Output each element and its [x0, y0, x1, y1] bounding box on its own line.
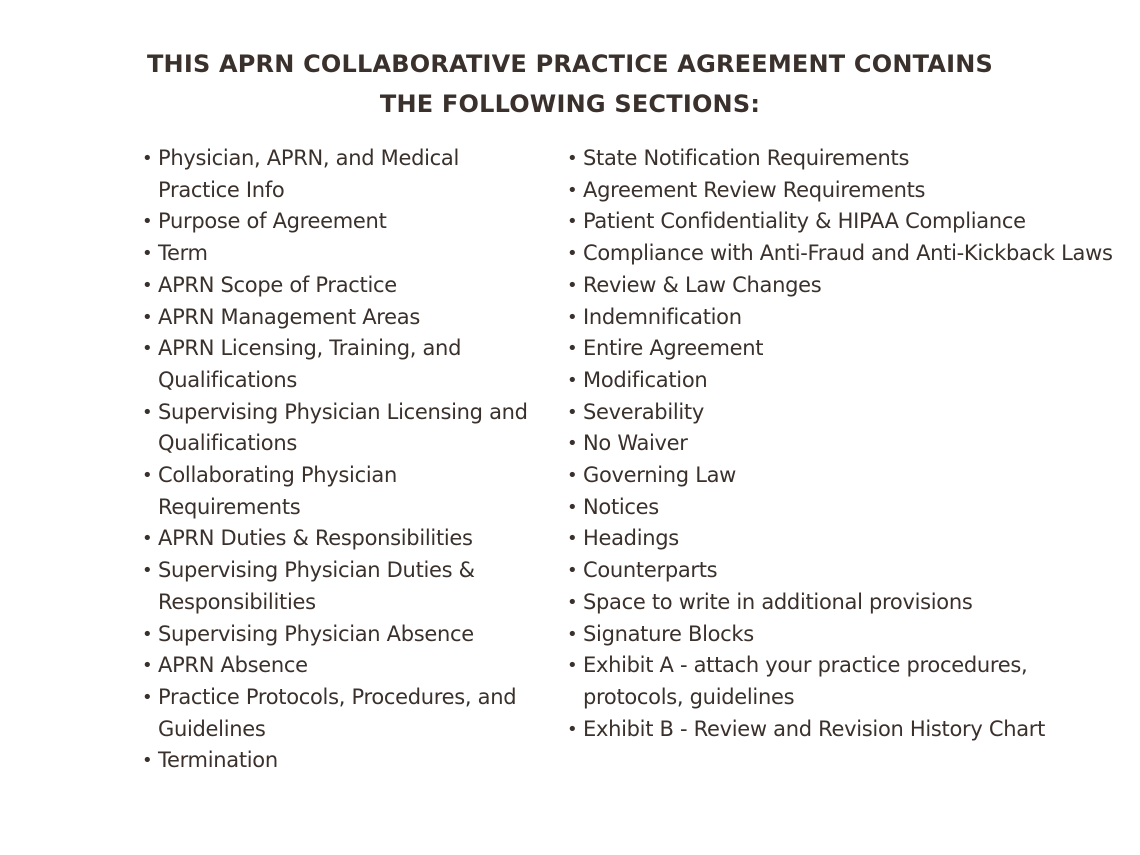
list-item: • Space to write in additional provisions — [565, 587, 1125, 619]
list-item: • Signature Blocks — [565, 619, 1125, 651]
list-item: • APRN Licensing, Training, and Qualifications — [140, 333, 540, 396]
list-item: • Exhibit B - Review and Revision History Chart — [565, 714, 1125, 746]
sections-list-right — [565, 143, 1125, 745]
list-item: • Severability — [565, 397, 1125, 429]
list-item: • Agreement Review Requirements — [565, 175, 1125, 207]
list-item: • Collaborating Physician Requirements — [140, 460, 540, 523]
list-item: • Physician, APRN, and Medical Practice Info — [140, 143, 540, 206]
list-item: • APRN Scope of Practice — [140, 270, 540, 302]
sections-list-left — [140, 143, 540, 777]
list-item: • APRN Duties & Responsibilities — [140, 523, 540, 555]
list-item: • Modification — [565, 365, 1125, 397]
list-item: • Patient Confidentiality & HIPAA Compliance — [565, 206, 1125, 238]
list-item: • No Waiver — [565, 428, 1125, 460]
page-title — [0, 44, 1140, 124]
list-item: • Review & Law Changes — [565, 270, 1125, 302]
list-item: • Purpose of Agreement — [140, 206, 540, 238]
list-item: • Exhibit A - attach your practice procedures, protocols, guidelines — [565, 650, 1125, 713]
list-item: • Entire Agreement — [565, 333, 1125, 365]
list-item: • APRN Absence — [140, 650, 540, 682]
list-item: • Headings — [565, 523, 1125, 555]
list-item: • Practice Protocols, Procedures, and Guidelines — [140, 682, 540, 745]
list-item: • Governing Law — [565, 460, 1125, 492]
page-title-line-1: THIS APRN COLLABORATIVE PRACTICE AGREEMENT CONTAINS — [146, 50, 994, 78]
list-item: • Termination — [140, 745, 540, 777]
list-item: • Notices — [565, 492, 1125, 524]
page-title-line-2: THE FOLLOWING SECTIONS: — [379, 90, 761, 118]
list-item: • APRN Management Areas — [140, 302, 540, 334]
list-item: • Supervising Physician Duties & Responsibilities — [140, 555, 540, 618]
list-item: • Supervising Physician Absence — [140, 619, 540, 651]
list-item: • Compliance with Anti-Fraud and Anti-Kickback Laws — [565, 238, 1125, 270]
list-item: • State Notification Requirements — [565, 143, 1125, 175]
list-item: • Supervising Physician Licensing and Qualifications — [140, 397, 540, 460]
list-item: • Term — [140, 238, 540, 270]
list-item: • Indemnification — [565, 302, 1125, 334]
list-item: • Counterparts — [565, 555, 1125, 587]
